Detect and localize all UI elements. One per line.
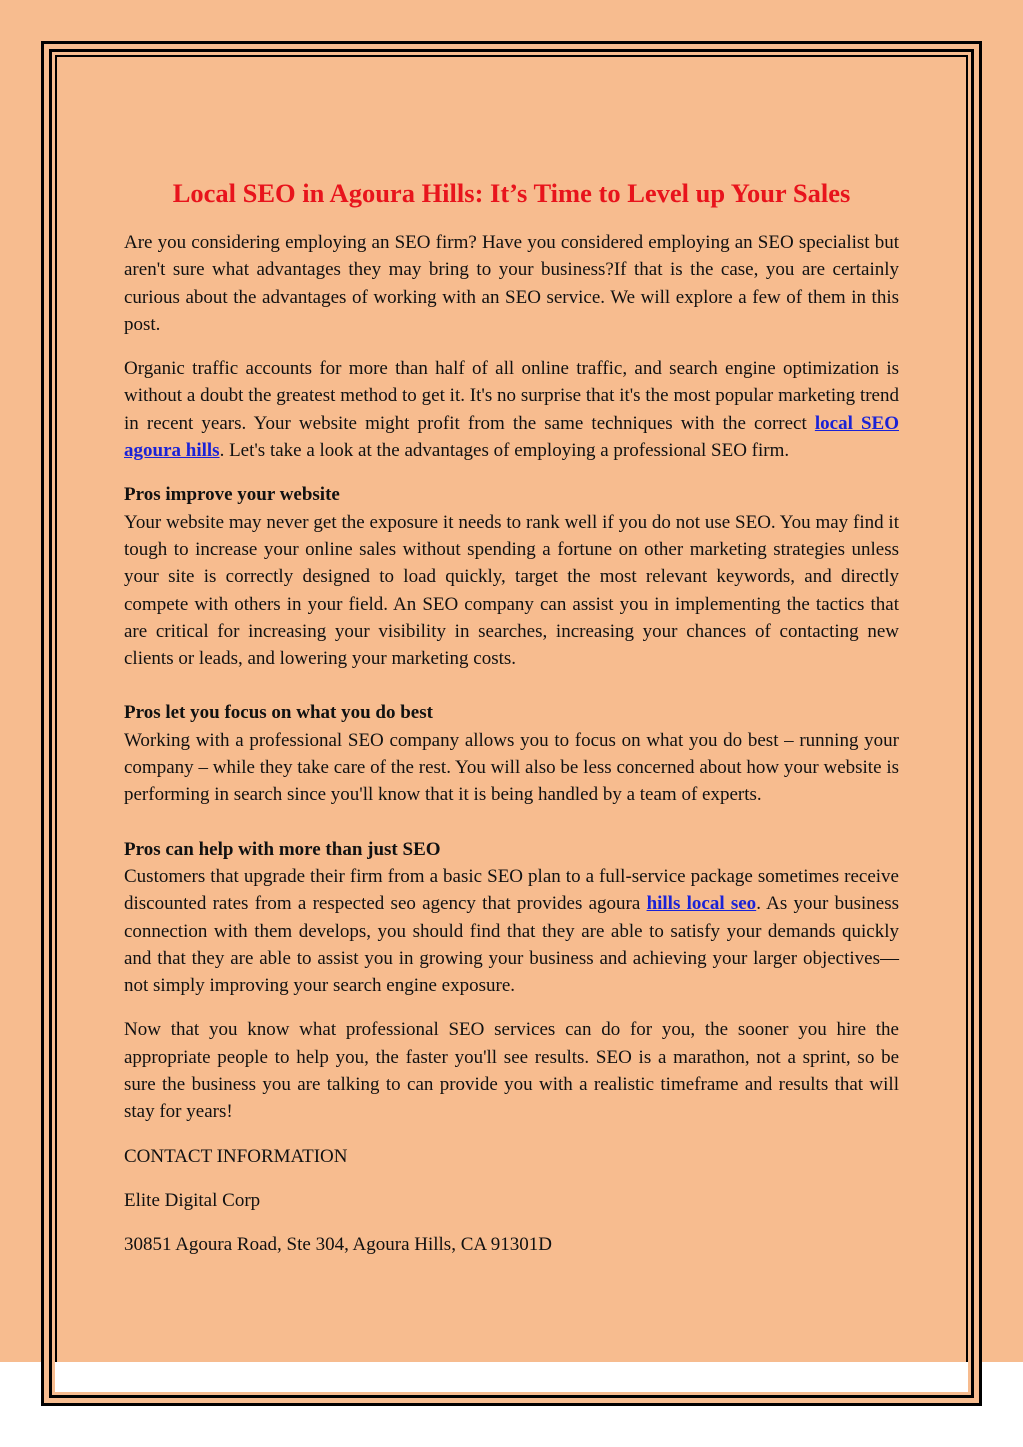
- section-improve-website: [124, 481, 899, 672]
- section-more-than-seo-heading: Pros can help with more than just SEO: [124, 838, 441, 860]
- document-content: [124, 175, 899, 1276]
- document-title: Local SEO in Agoura Hills: It’s Time to Level up Your Sales: [172, 178, 851, 208]
- section-focus-heading: Pros let you focus on what you do best: [124, 702, 433, 724]
- section-more-than-seo-before: Customers that upgrade their firm from a basic SEO plan to a full-service package sometimes receive discounted rates from a respected seo agency that provides agoura: [124, 865, 899, 915]
- contact-address: 30851 Agoura Road, Ste 304, Agoura Hills, CA 91301D: [124, 1234, 553, 1256]
- contact-company: Elite Digital Corp: [124, 1189, 261, 1211]
- para2-text-before: Organic traffic accounts for more than half of all online traffic, and search engine optimization is without a doubt the greatest method to get it. It's no surprise that it's the most popular marketing trend in recent years. Your website might profit from the same techniques with the correct: [124, 358, 899, 434]
- local-seo-agoura-hills-link[interactable]: local SEO agoura hills: [124, 412, 899, 462]
- section-improve-website-heading: Pros improve your website: [124, 484, 340, 506]
- section-more-than-seo: [124, 836, 899, 1000]
- para2-text-after: . Let's take a look at the advantages of employing a professional SEO firm.: [219, 440, 790, 462]
- hills-local-seo-link[interactable]: hills local seo: [646, 893, 757, 915]
- organic-traffic-paragraph: [124, 355, 899, 464]
- intro-paragraph: Are you considering employing an SEO firm? Have you considered employing an SEO specialist but aren't sure what advantages they may bring to your business?If that is the case, you are certainly curious about the advantages of working with an SEO service. We will explore a few of them in this post.: [124, 232, 899, 335]
- contact-heading: CONTACT INFORMATION: [124, 1145, 348, 1167]
- page-bottom-fill: [55, 1362, 968, 1392]
- section-improve-website-body: Your website may never get the exposure it needs to rank well if you do not use SEO. You may find it tough to increase your online sales without spending a fortune on other marketing strategies unless your site is correctly designed to load quickly, target the most relevant keywords, and directly compete with others in your field. An SEO company can assist you in implementing the tactics that are critical for increasing your visibility in searches, increasing your chances of contacting new clients or leads, and lowering your marketing costs.: [124, 511, 899, 670]
- closing-paragraph: Now that you know what professional SEO services can do for you, the sooner you hire the appropriate people to help you, the faster you'll see results. SEO is a marathon, not a sprint, so be sure the business you are talking to can provide you with a realistic timeframe and results that will stay for years!: [124, 1019, 899, 1123]
- section-more-than-seo-after: . As your business connection with them develops, you should find that they are able to satisfy your demands quickly and that they are able to assist you in growing your business and achieving your larger objectives—not simply improving your search engine exposure.: [124, 893, 899, 997]
- section-focus: [124, 699, 899, 808]
- section-focus-body: Working with a professional SEO company allows you to focus on what you do best – running your company – while they take care of the rest. You will also be less concerned about how your website is performing in search since you'll know that it is being handled by a team of experts.: [124, 729, 899, 806]
